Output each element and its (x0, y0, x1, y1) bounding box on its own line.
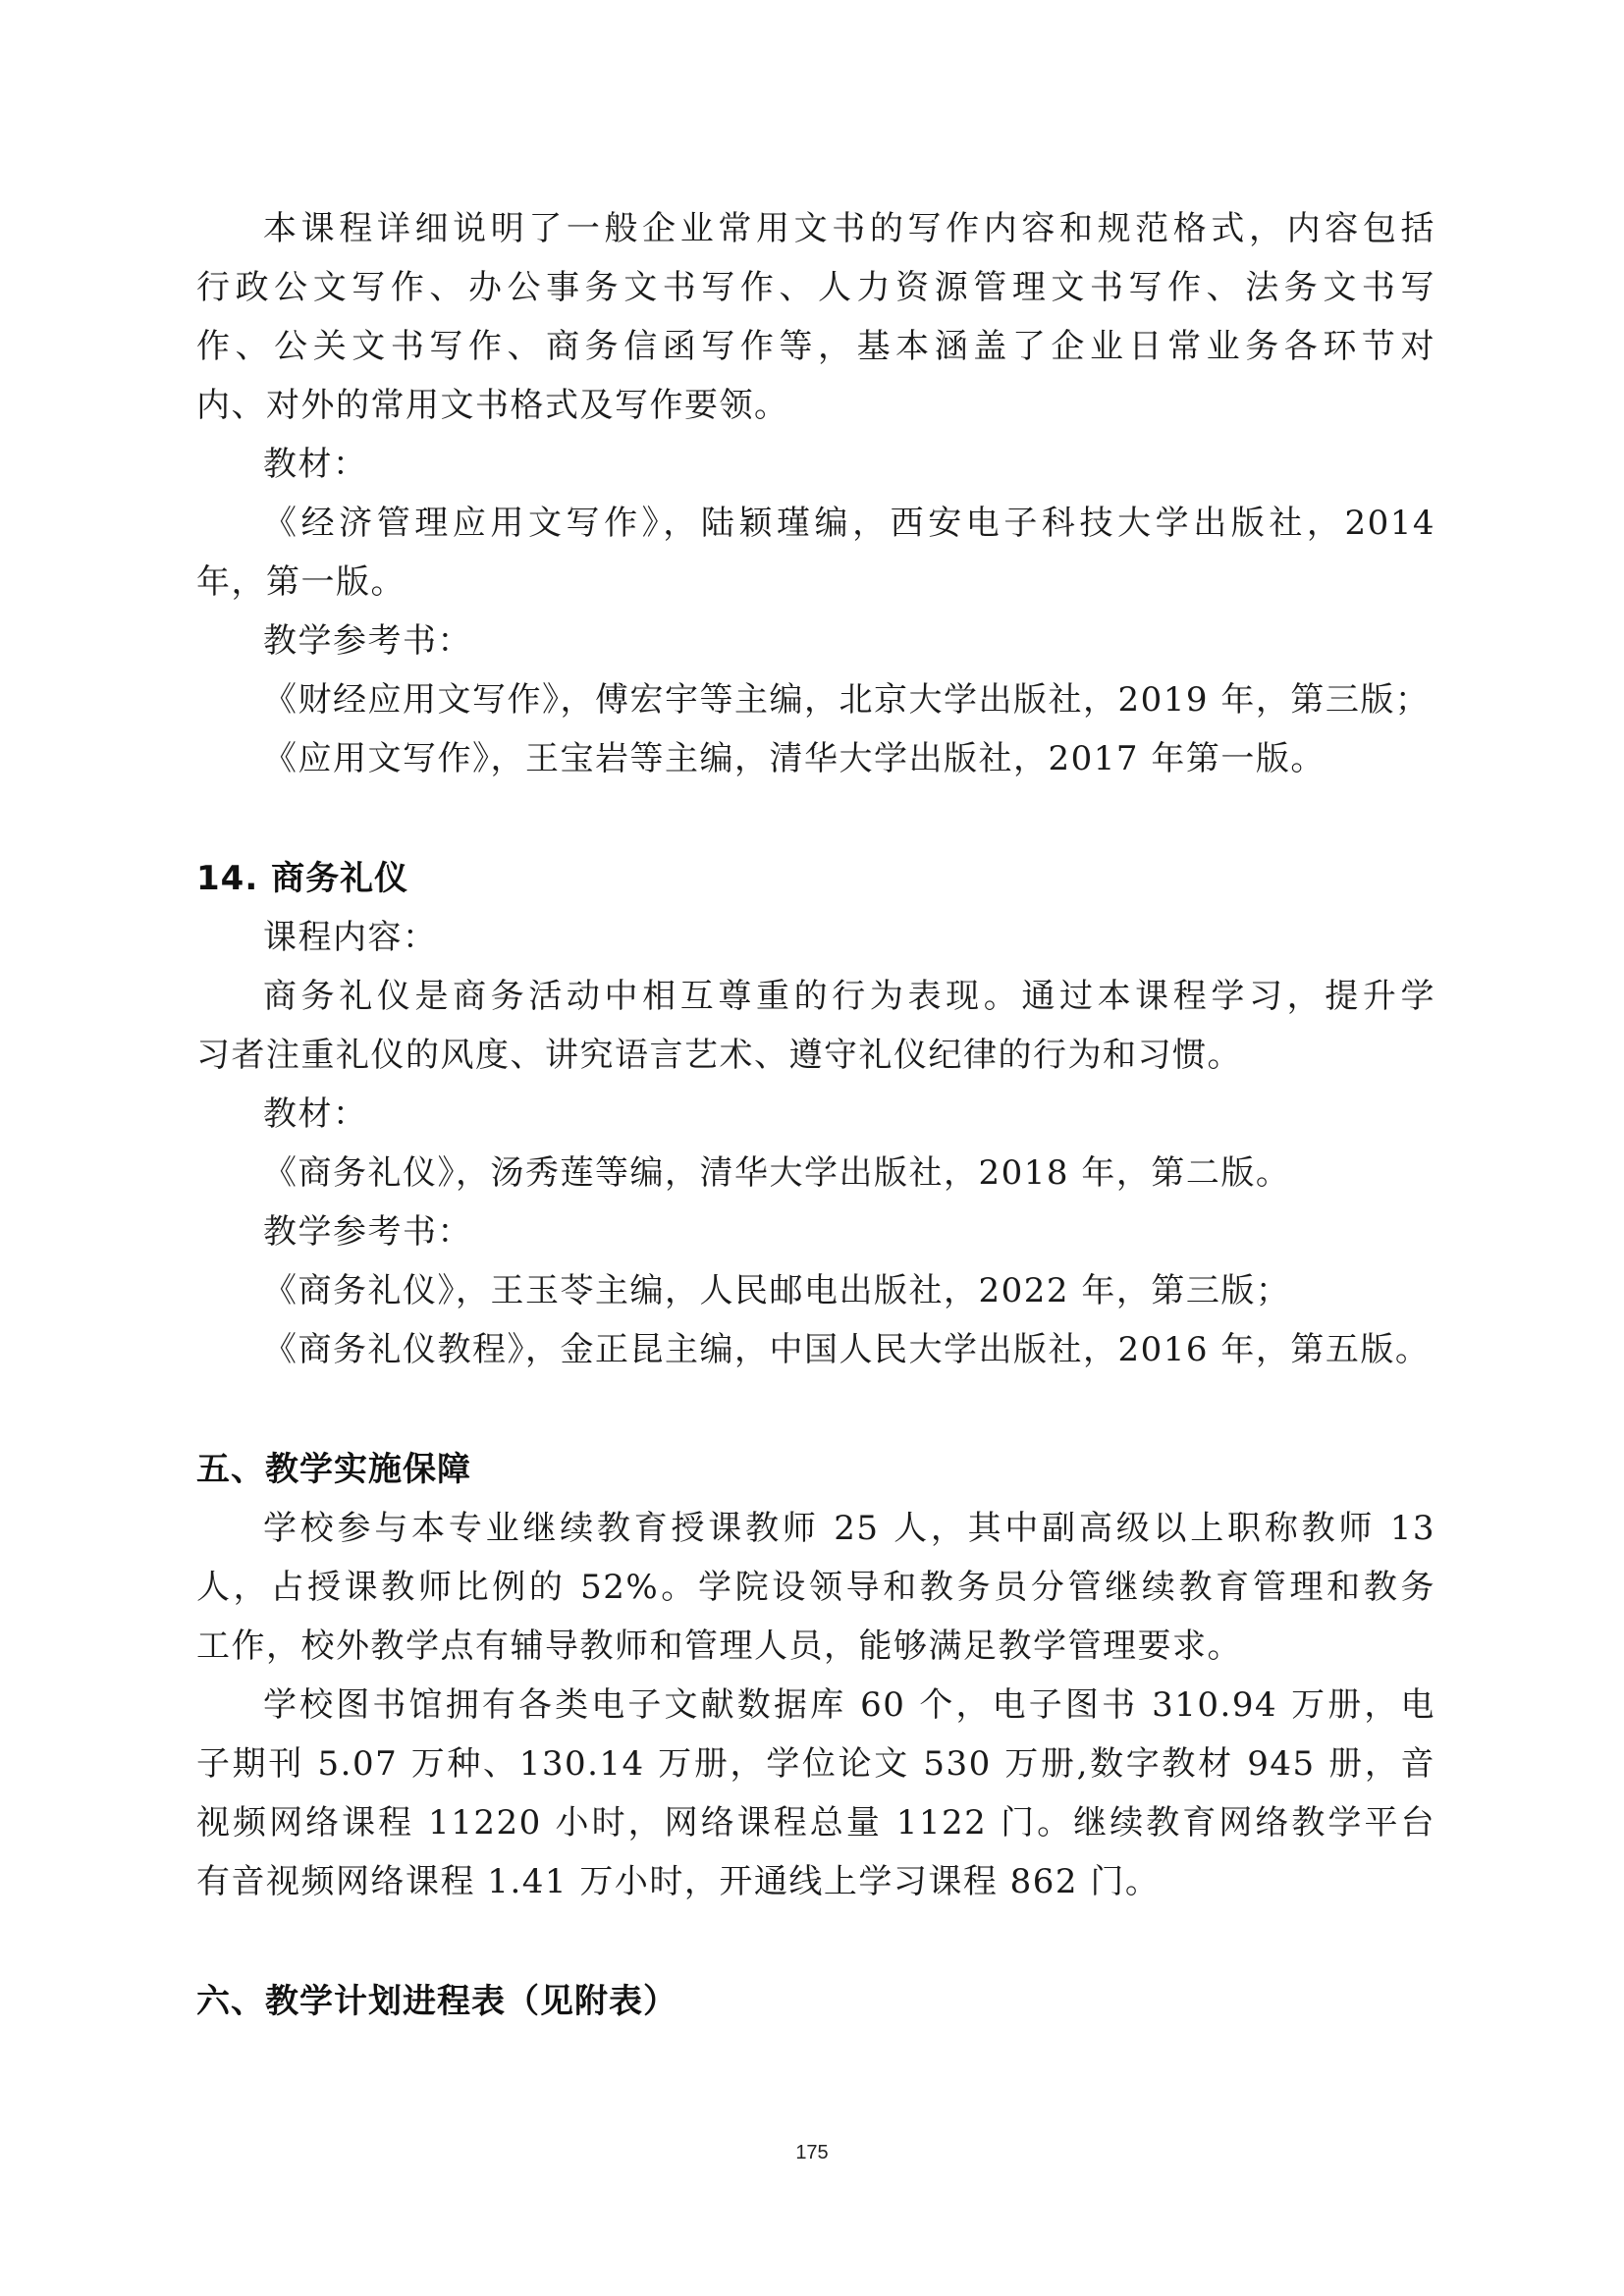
s5-para1-line-3: 工作，校外教学点有辅导教师和管理人员，能够满足教学管理要求。 (196, 1627, 1242, 1666)
s14-heading: 14. 商务礼仪 (196, 859, 409, 898)
s14-desc-line-1: 商务礼仪是商务活动中相互尊重的行为表现。通过本课程学习，提升学 (263, 977, 1435, 1016)
s14-reference-2: 《商务礼仪教程》，金正昆主编，中国人民大学出版社，2016 年，第五版。 (263, 1330, 1431, 1369)
s14-desc-line-2: 习者注重礼仪的风度、讲究语言艺术、遵守礼仪纪律的行为和习惯。 (196, 1036, 1242, 1075)
s13-desc-line-2: 行政公文写作、办公事务文书写作、人力资源管理文书写作、法务文书写 (196, 268, 1435, 307)
s13-desc-line-3: 作、公关文书写作、商务信函写作等，基本涵盖了企业日常业务各环节对 (196, 327, 1435, 366)
s5-para2-line-2: 子期刊 5.07 万种、130.14 万册，学位论文 530 万册,数字教材 945 册，音 (196, 1744, 1435, 1784)
s13-textbook-line-1: 《经济管理应用文写作》，陆颖瑾编，西安电子科技大学出版社，2014 (263, 504, 1435, 543)
s14-content-label: 课程内容： (263, 918, 438, 957)
s5-para2-line-3: 视频网络课程 11220 小时，网络课程总量 1122 门。继续教育网络教学平台 (196, 1803, 1435, 1842)
s13-textbook-label: 教材： (263, 445, 368, 484)
s5-para1-line-2: 人，占授课教师比例的 52%。学院设领导和教务员分管继续教育管理和教务 (196, 1568, 1435, 1607)
s14-reference-label: 教学参考书： (263, 1212, 472, 1252)
s13-desc-line-1: 本课程详细说明了一般企业常用文书的写作内容和规范格式，内容包括 (263, 209, 1435, 248)
s14-textbook: 《商务礼仪》，汤秀莲等编，清华大学出版社，2018 年，第二版。 (263, 1153, 1291, 1193)
s5-heading: 五、教学实施保障 (196, 1450, 471, 1489)
s5-para1-line-1: 学校参与本专业继续教育授课教师 25 人，其中副高级以上职称教师 13 (263, 1509, 1435, 1548)
s13-reference-2: 《应用文写作》，王宝岩等主编，清华大学出版社，2017 年第一版。 (263, 739, 1326, 778)
s13-reference-label: 教学参考书： (263, 621, 472, 661)
s6-heading: 六、教学计划进程表（见附表） (196, 1982, 677, 2021)
s14-reference-1: 《商务礼仪》，王玉苓主编，人民邮电出版社，2022 年，第三版； (263, 1271, 1291, 1310)
s13-reference-1: 《财经应用文写作》，傅宏宇等主编，北京大学出版社，2019 年，第三版； (263, 680, 1431, 720)
s13-textbook-line-2: 年，第一版。 (196, 562, 406, 602)
s13-desc-line-4: 内、对外的常用文书格式及写作要领。 (196, 386, 789, 425)
s5-para2-line-4: 有音视频网络课程 1.41 万小时，开通线上学习课程 862 门。 (196, 1862, 1161, 1901)
s5-para2-line-1: 学校图书馆拥有各类电子文献数据库 60 个，电子图书 310.94 万册，电 (263, 1685, 1435, 1725)
s14-textbook-label: 教材： (263, 1095, 368, 1134)
page-number: 175 (795, 2142, 829, 2163)
